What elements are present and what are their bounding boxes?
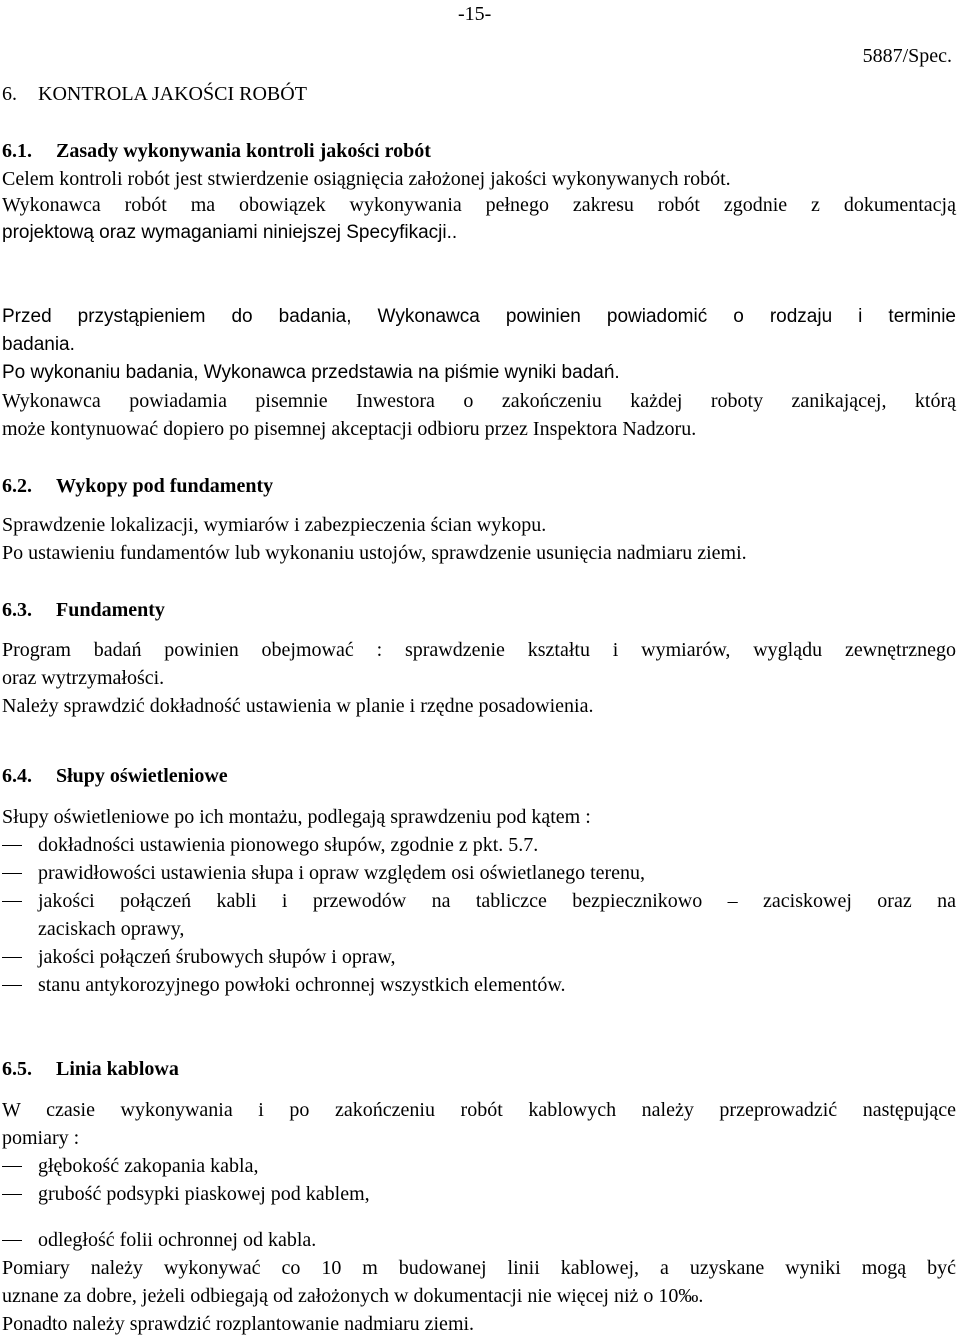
section-number: 6.5.: [2, 1058, 32, 1080]
section-title: Słupy oświetleniowe: [56, 765, 228, 787]
paragraph-line: Ponadto należy sprawdzić rozplantowanie nadmiaru ziemi.: [2, 1313, 475, 1335]
section-title: Wykopy pod fundamenty: [56, 475, 274, 497]
dash-bullet-icon: [2, 873, 22, 874]
section-title: Fundamenty: [56, 599, 165, 621]
list-item: grubość podsypki piaskowej pod kablem,: [38, 1183, 370, 1205]
paragraph-line: Celem kontroli robót jest stwierdzenie osiągnięcia założonej jakości wykonywanych robót.: [2, 168, 731, 190]
list-item: głębokość zakopania kabla,: [38, 1155, 259, 1177]
paragraph-line: badania.: [2, 334, 75, 355]
list-item: stanu antykorozyjnego powłoki ochronnej wszystkich elementów.: [38, 974, 566, 996]
list-item: odległość folii ochronnej od kabla.: [38, 1229, 317, 1251]
dash-bullet-icon: [2, 1194, 22, 1195]
paragraph-line: pomiary :: [2, 1127, 80, 1149]
list-item: dokładności ustawienia pionowego słupów, zgodnie z pkt. 5.7.: [38, 834, 539, 856]
dash-bullet-icon: [2, 845, 22, 846]
paragraph-line: Sprawdzenie lokalizacji, wymiarów i zabezpieczenia ścian wykopu.: [2, 514, 547, 536]
document-reference: 5887/Spec.: [862, 45, 952, 67]
section-number: 6.: [2, 83, 17, 105]
paragraph-line: Słupy oświetleniowe po ich montażu, podlegają sprawdzeniu pod kątem :: [2, 806, 591, 828]
dash-bullet-icon: [2, 901, 22, 902]
paragraph-line: Pomiary należy wykonywać co 10 m budowanej linii kablowej, a uzyskane wyniki mogą być: [2, 1257, 956, 1279]
paragraph-line: W czasie wykonywania i po zakończeniu robót kablowych należy przeprowadzić następujące: [2, 1099, 956, 1121]
list-item-continuation: zaciskach oprawy,: [38, 918, 185, 940]
section-number: 6.2.: [2, 475, 32, 497]
paragraph-line: Po wykonaniu badania, Wykonawca przedstawia na piśmie wyniki badań.: [2, 362, 620, 383]
list-item: prawidłowości ustawienia słupa i opraw względem osi oświetlanego terenu,: [38, 862, 646, 884]
dash-bullet-icon: [2, 985, 22, 986]
paragraph-line: oraz wytrzymałości.: [2, 667, 165, 689]
section-number: 6.1.: [2, 140, 32, 162]
list-item: jakości połączeń śrubowych słupów i opraw,: [38, 946, 396, 968]
dash-bullet-icon: [2, 1240, 22, 1241]
paragraph-line: projektową oraz wymaganiami niniejszej Specyfikacji..: [2, 222, 458, 243]
paragraph-line: Przed przystąpieniem do badania, Wykonawca powinien powiadomić o rodzaju i terminie: [2, 306, 956, 327]
section-title: Linia kablowa: [56, 1058, 179, 1080]
section-title: Zasady wykonywania kontroli jakości robót: [56, 140, 431, 162]
section-number: 6.3.: [2, 599, 32, 621]
paragraph-line: uznane za dobre, jeżeli odbiegają od założonych w dokumentacji nie więcej niż o 10‰.: [2, 1285, 704, 1307]
paragraph-line: Po ustawieniu fundamentów lub wykonaniu ustojów, sprawdzenie usunięcia nadmiaru ziemi.: [2, 542, 747, 564]
section-title: KONTROLA JAKOŚCI ROBÓT: [38, 83, 307, 105]
paragraph-line: Wykonawca robót ma obowiązek wykonywania pełnego zakresu robót zgodnie z dokumentacją: [2, 194, 956, 216]
dash-bullet-icon: [2, 1166, 22, 1167]
list-item: jakości połączeń kabli i przewodów na tabliczce bezpiecznikowo – zaciskowej oraz na: [38, 890, 956, 912]
page-number: -15-: [458, 3, 492, 25]
dash-bullet-icon: [2, 957, 22, 958]
section-number: 6.4.: [2, 765, 32, 787]
paragraph-line: może kontynuować dopiero po pisemnej akceptacji odbioru przez Inspektora Nadzoru.: [2, 418, 697, 440]
paragraph-line: Należy sprawdzić dokładność ustawienia w planie i rzędne posadowienia.: [2, 695, 594, 717]
paragraph-line: Program badań powinien obejmować : sprawdzenie kształtu i wymiarów, wyglądu zewnętrznego: [2, 639, 956, 661]
paragraph-line: Wykonawca powiadamia pisemnie Inwestora o zakończeniu każdej roboty zanikającej, którą: [2, 390, 956, 412]
